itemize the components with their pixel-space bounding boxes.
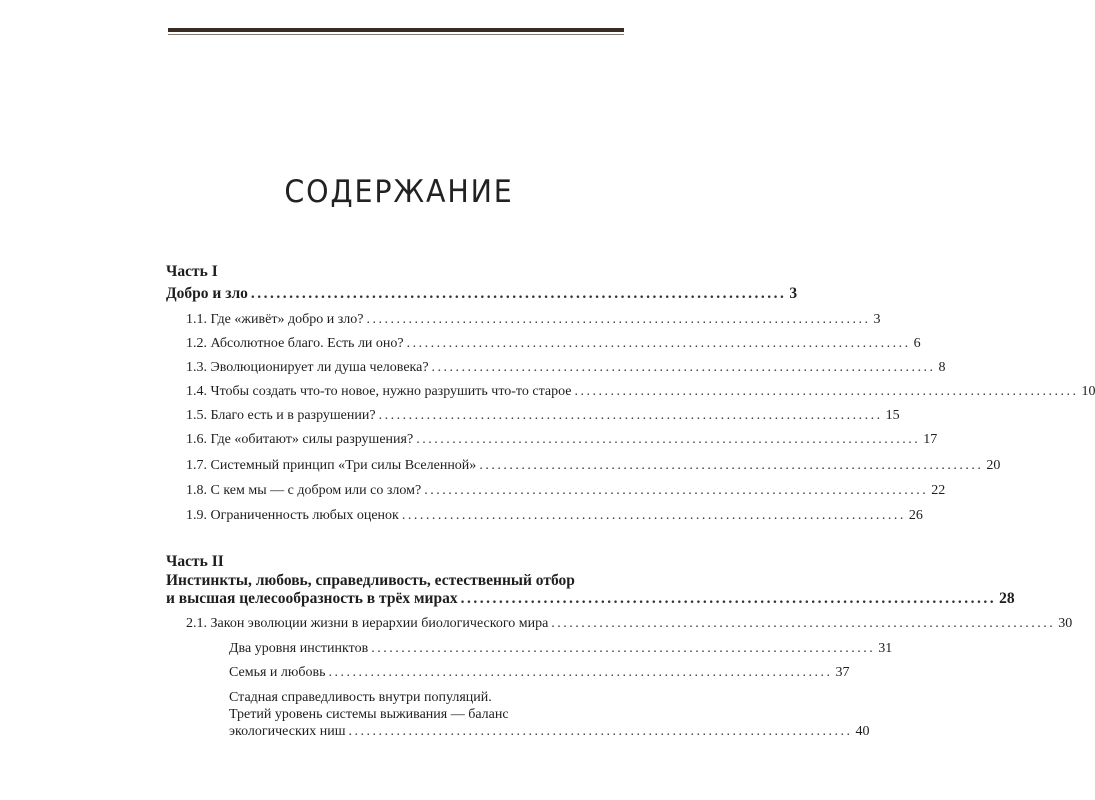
toc-entry-page: 6 <box>913 336 921 351</box>
toc-subentry-3-line-1[interactable]: Стадная справедливость внутри популяций. <box>229 690 492 705</box>
toc-entry-title: Два уровня инстинктов <box>229 641 369 656</box>
toc-entry-page: 37 <box>835 665 850 680</box>
toc-entry-page: 30 <box>1058 616 1073 631</box>
toc-entry-title: Добро и зло <box>166 285 248 302</box>
toc-entry-page: 28 <box>999 590 1015 607</box>
dot-leader: .................................................................................... <box>574 384 1079 399</box>
toc-entry-2-1[interactable] <box>186 615 1073 632</box>
toc-entry-page: 15 <box>885 408 900 423</box>
toc-entry-title: 1.4. Чтобы создать что-то новое, нужно разрушить что-то старое <box>186 384 572 399</box>
toc-entry-title: 1.9. Ограниченность любых оценок <box>186 508 399 523</box>
dot-leader: .................................................................................... <box>416 432 921 447</box>
dot-leader: .................................................................................... <box>406 336 911 351</box>
toc-entry-page: 3 <box>873 312 881 327</box>
toc-subentry-2[interactable] <box>229 664 850 681</box>
dot-leader: .................................................................................... <box>479 458 984 473</box>
toc-entry-page: 26 <box>908 508 923 523</box>
toc-entry-title: 1.2. Абсолютное благо. Есть ли оно? <box>186 336 404 351</box>
toc-entry-page: 8 <box>938 360 946 375</box>
part-1-label: Часть I <box>166 263 218 280</box>
toc-entry-1-4[interactable] <box>186 383 1095 400</box>
part-2-heading-line-1[interactable]: Инстинкты, любовь, справедливость, естественный отбор <box>166 572 575 589</box>
toc-entry-part-2[interactable] <box>166 590 1015 607</box>
toc-subentry-3-line-2[interactable]: Третий уровень системы выживания — баланс <box>229 707 509 722</box>
toc-entry-1-8[interactable] <box>186 482 946 499</box>
dot-leader: .................................................................................... <box>424 483 929 498</box>
toc-entry-1-3[interactable] <box>186 359 946 376</box>
toc-entry-title: и высшая целесообразность в трёх мирах <box>166 590 458 607</box>
toc-entry-1-6[interactable] <box>186 431 938 448</box>
toc-entry-page: 40 <box>855 724 870 739</box>
dot-leader: .................................................................................... <box>551 616 1056 631</box>
toc-entry-page: 22 <box>931 483 946 498</box>
dot-leader: .................................................................................... <box>328 665 833 680</box>
toc-subentry-3[interactable] <box>229 723 870 740</box>
dot-leader: .................................................................................... <box>460 590 997 607</box>
toc-subentry-1[interactable] <box>229 640 893 657</box>
toc-entry-part-1[interactable] <box>166 285 798 302</box>
toc-entry-title: 1.5. Благо есть и в разрушении? <box>186 408 376 423</box>
toc-entry-title: 1.3. Эволюционирует ли душа человека? <box>186 360 429 375</box>
toc-entry-title: 1.7. Системный принцип «Три силы Вселенной» <box>186 458 477 473</box>
toc-entry-page: 3 <box>789 285 798 302</box>
dot-leader: .................................................................................... <box>401 508 906 523</box>
toc-entry-1-1[interactable] <box>186 311 881 328</box>
top-rule <box>168 28 624 32</box>
toc-entry-title: Семья и любовь <box>229 665 326 680</box>
toc-entry-title: 2.1. Закон эволюции жизни в иерархии биологического мира <box>186 616 549 631</box>
dot-leader: .................................................................................... <box>366 312 871 327</box>
toc-entry-page: 31 <box>878 641 893 656</box>
dot-leader: .................................................................................... <box>348 724 853 739</box>
page-title: СОДЕРЖАНИЕ <box>284 174 514 210</box>
toc-entry-title: 1.8. С кем мы — с добром или со злом? <box>186 483 422 498</box>
toc-entry-title: экологических ниш <box>229 724 346 739</box>
dot-leader: .................................................................................... <box>431 360 936 375</box>
dot-leader: .................................................................................... <box>371 641 876 656</box>
toc-entry-1-5[interactable] <box>186 407 900 424</box>
dot-leader: .................................................................................... <box>378 408 883 423</box>
dot-leader: .................................................................................... <box>250 285 787 302</box>
toc-entry-1-9[interactable] <box>186 507 923 524</box>
toc-entry-title: 1.1. Где «живёт» добро и зло? <box>186 312 364 327</box>
toc-entry-title: 1.6. Где «обитают» силы разрушения? <box>186 432 414 447</box>
toc-entry-page: 10 <box>1081 384 1095 399</box>
toc-entry-1-7[interactable] <box>186 457 1001 474</box>
toc-entry-page: 20 <box>986 458 1001 473</box>
part-2-label: Часть II <box>166 553 224 570</box>
toc-entry-1-2[interactable] <box>186 335 921 352</box>
toc-entry-page: 17 <box>923 432 938 447</box>
